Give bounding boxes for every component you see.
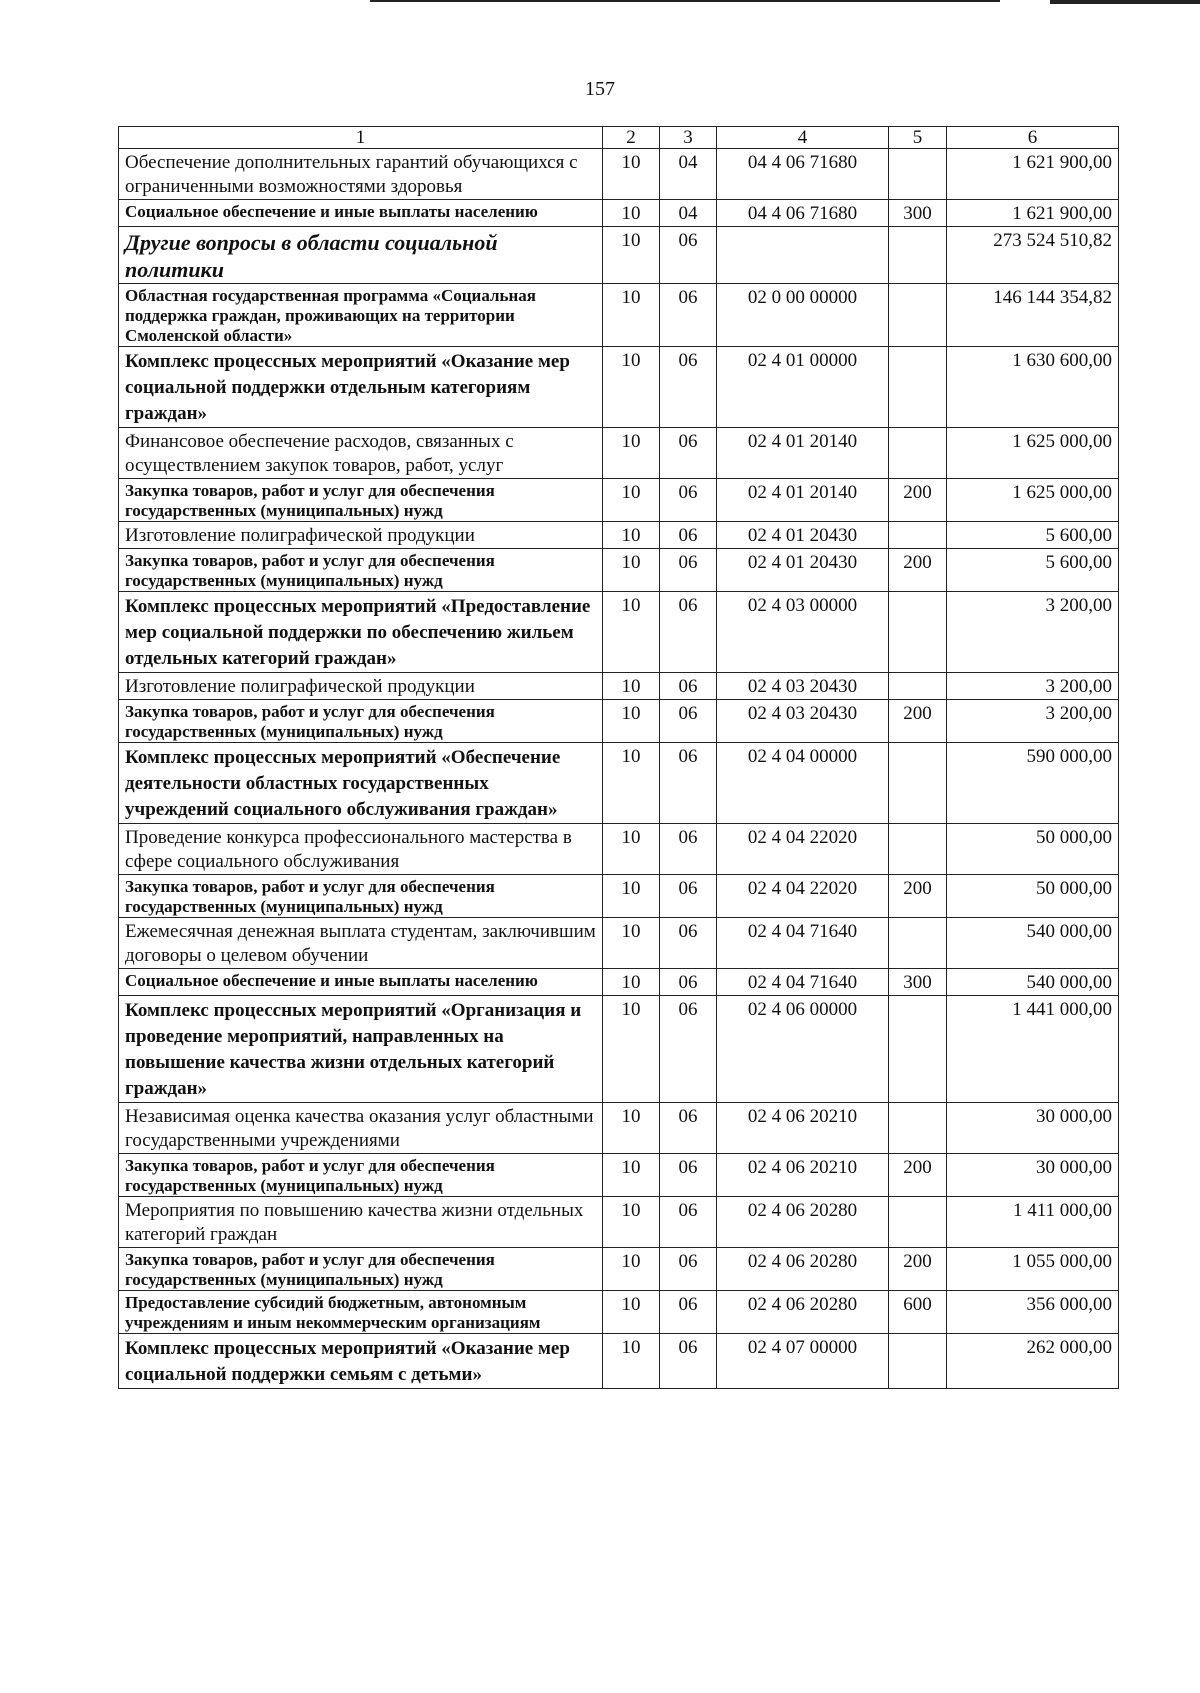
row-target-code-cell: 02 4 06 20280: [717, 1291, 889, 1334]
row-section-cell: 10: [603, 1291, 660, 1334]
row-target-code-cell: 02 4 01 20140: [717, 428, 889, 479]
row-target-code-cell: 02 4 03 20430: [717, 700, 889, 743]
scan-artifact-mark: [1050, 0, 1200, 4]
row-name-cell: Мероприятия по повышению качества жизни отдельных категорий граждан: [119, 1197, 603, 1248]
row-expense-type-cell: [889, 918, 947, 969]
header-cell-3: 3: [660, 127, 717, 149]
row-amount-cell: 5 600,00: [947, 549, 1119, 592]
table-row: [119, 149, 1119, 200]
row-expense-type-cell: 200: [889, 549, 947, 592]
row-subsection-cell: 04: [660, 200, 717, 227]
row-name-cell: Закупка товаров, работ и услуг для обеспечения государственных (муниципальных) нужд: [119, 549, 603, 592]
row-target-code-cell: 02 0 00 00000: [717, 284, 889, 347]
row-expense-type-cell: [889, 284, 947, 347]
row-section-cell: 10: [603, 347, 660, 428]
row-amount-cell: 3 200,00: [947, 700, 1119, 743]
row-amount-cell: 1 441 000,00: [947, 996, 1119, 1103]
row-target-code-cell: 04 4 06 71680: [717, 200, 889, 227]
row-name-cell: Закупка товаров, работ и услуг для обеспечения государственных (муниципальных) нужд: [119, 1154, 603, 1197]
row-section-cell: 10: [603, 875, 660, 918]
row-target-code-cell: 02 4 06 20280: [717, 1197, 889, 1248]
row-section-cell: 10: [603, 549, 660, 592]
row-target-code-cell: 02 4 06 00000: [717, 996, 889, 1103]
row-name-cell: Социальное обеспечение и иные выплаты населению: [119, 969, 603, 996]
row-amount-cell: 1 621 900,00: [947, 200, 1119, 227]
table-row: [119, 996, 1119, 1103]
row-section-cell: 10: [603, 1103, 660, 1154]
row-subsection-cell: 06: [660, 969, 717, 996]
row-subsection-cell: 06: [660, 479, 717, 522]
row-name-cell: Комплекс процессных мероприятий «Организация и проведение мероприятий, направленных на повышение качества жизни отдельных категорий граждан»: [119, 996, 603, 1103]
row-section-cell: 10: [603, 1197, 660, 1248]
row-target-code-cell: 02 4 04 71640: [717, 918, 889, 969]
row-subsection-cell: 04: [660, 149, 717, 200]
row-section-cell: 10: [603, 522, 660, 549]
row-amount-cell: 356 000,00: [947, 1291, 1119, 1334]
row-section-cell: 10: [603, 284, 660, 347]
row-amount-cell: 590 000,00: [947, 743, 1119, 824]
row-target-code-cell: 02 4 04 71640: [717, 969, 889, 996]
row-name-cell: Проведение конкурса профессионального мастерства в сфере социального обслуживания: [119, 824, 603, 875]
row-section-cell: 10: [603, 149, 660, 200]
table-header-row: [119, 127, 1119, 149]
row-section-cell: 10: [603, 428, 660, 479]
table-row: [119, 918, 1119, 969]
table-row: [119, 522, 1119, 549]
table-row: [119, 743, 1119, 824]
row-target-code-cell: 02 4 01 20430: [717, 522, 889, 549]
header-cell-5: 5: [889, 127, 947, 149]
table-row: [119, 1334, 1119, 1389]
budget-table: [118, 126, 1119, 1389]
row-name-cell: Комплекс процессных мероприятий «Обеспечение деятельности областных государственных учреждений социального обслуживания граждан»: [119, 743, 603, 824]
row-subsection-cell: 06: [660, 1103, 717, 1154]
row-subsection-cell: 06: [660, 227, 717, 284]
header-cell-4: 4: [717, 127, 889, 149]
row-name-cell: Закупка товаров, работ и услуг для обеспечения государственных (муниципальных) нужд: [119, 479, 603, 522]
row-target-code-cell: 02 4 07 00000: [717, 1334, 889, 1389]
row-subsection-cell: 06: [660, 549, 717, 592]
table-row: [119, 479, 1119, 522]
row-target-code-cell: 02 4 01 20430: [717, 549, 889, 592]
row-expense-type-cell: [889, 227, 947, 284]
row-expense-type-cell: [889, 522, 947, 549]
row-section-cell: 10: [603, 743, 660, 824]
table-row: [119, 1248, 1119, 1291]
row-target-code-cell: 02 4 06 20280: [717, 1248, 889, 1291]
row-subsection-cell: 06: [660, 673, 717, 700]
table-row: [119, 1103, 1119, 1154]
row-amount-cell: 1 625 000,00: [947, 479, 1119, 522]
row-subsection-cell: 06: [660, 700, 717, 743]
row-name-cell: Предоставление субсидий бюджетным, автономным учреждениям и иным некоммерческим организациям: [119, 1291, 603, 1334]
row-target-code-cell: 02 4 06 20210: [717, 1154, 889, 1197]
row-subsection-cell: 06: [660, 347, 717, 428]
row-amount-cell: 540 000,00: [947, 918, 1119, 969]
row-amount-cell: 146 144 354,82: [947, 284, 1119, 347]
table-row: [119, 284, 1119, 347]
row-expense-type-cell: [889, 824, 947, 875]
row-expense-type-cell: [889, 1103, 947, 1154]
row-subsection-cell: 06: [660, 1154, 717, 1197]
row-name-cell: Финансовое обеспечение расходов, связанных с осуществлением закупок товаров, работ, услуг: [119, 428, 603, 479]
table-row: [119, 227, 1119, 284]
row-section-cell: 10: [603, 969, 660, 996]
row-amount-cell: 1 411 000,00: [947, 1197, 1119, 1248]
row-amount-cell: 5 600,00: [947, 522, 1119, 549]
table-row: [119, 347, 1119, 428]
row-subsection-cell: 06: [660, 284, 717, 347]
row-target-code-cell: 02 4 01 20140: [717, 479, 889, 522]
row-amount-cell: 50 000,00: [947, 824, 1119, 875]
row-expense-type-cell: 300: [889, 200, 947, 227]
row-expense-type-cell: [889, 428, 947, 479]
row-amount-cell: 50 000,00: [947, 875, 1119, 918]
row-expense-type-cell: 200: [889, 1248, 947, 1291]
row-expense-type-cell: [889, 673, 947, 700]
row-subsection-cell: 06: [660, 918, 717, 969]
row-target-code-cell: 02 4 01 00000: [717, 347, 889, 428]
row-name-cell: Ежемесячная денежная выплата студентам, заключившим договоры о целевом обучении: [119, 918, 603, 969]
row-expense-type-cell: [889, 1197, 947, 1248]
row-expense-type-cell: 600: [889, 1291, 947, 1334]
table-body: [119, 149, 1119, 1389]
row-section-cell: 10: [603, 824, 660, 875]
row-expense-type-cell: [889, 149, 947, 200]
row-expense-type-cell: [889, 743, 947, 824]
row-name-cell: Закупка товаров, работ и услуг для обеспечения государственных (муниципальных) нужд: [119, 1248, 603, 1291]
row-expense-type-cell: 200: [889, 700, 947, 743]
row-target-code-cell: 02 4 04 00000: [717, 743, 889, 824]
row-target-code-cell: 02 4 03 20430: [717, 673, 889, 700]
row-expense-type-cell: [889, 592, 947, 673]
row-name-cell: Областная государственная программа «Социальная поддержка граждан, проживающих на территории Смоленской области»: [119, 284, 603, 347]
header-cell-2: 2: [603, 127, 660, 149]
row-amount-cell: 30 000,00: [947, 1103, 1119, 1154]
row-section-cell: 10: [603, 479, 660, 522]
row-amount-cell: 3 200,00: [947, 592, 1119, 673]
row-expense-type-cell: 200: [889, 1154, 947, 1197]
row-section-cell: 10: [603, 1154, 660, 1197]
row-subsection-cell: 06: [660, 824, 717, 875]
row-expense-type-cell: 200: [889, 875, 947, 918]
row-name-cell: Изготовление полиграфической продукции: [119, 673, 603, 700]
page-number: 157: [585, 78, 615, 100]
row-section-cell: 10: [603, 227, 660, 284]
row-subsection-cell: 06: [660, 1197, 717, 1248]
table-row: [119, 1197, 1119, 1248]
row-amount-cell: 3 200,00: [947, 673, 1119, 700]
row-expense-type-cell: [889, 1334, 947, 1389]
row-name-cell: Комплекс процессных мероприятий «Предоставление мер социальной поддержки по обеспечению жильем отдельных категорий граждан»: [119, 592, 603, 673]
row-expense-type-cell: [889, 347, 947, 428]
table-row: [119, 549, 1119, 592]
row-name-cell: Закупка товаров, работ и услуг для обеспечения государственных (муниципальных) нужд: [119, 875, 603, 918]
row-amount-cell: 1 625 000,00: [947, 428, 1119, 479]
row-subsection-cell: 06: [660, 1291, 717, 1334]
row-section-cell: 10: [603, 592, 660, 673]
row-subsection-cell: 06: [660, 996, 717, 1103]
table-row: [119, 824, 1119, 875]
row-name-cell: Независимая оценка качества оказания услуг областными государственными учреждениями: [119, 1103, 603, 1154]
row-name-cell: Другие вопросы в области социальной политики: [119, 227, 603, 284]
row-expense-type-cell: [889, 996, 947, 1103]
row-amount-cell: 1 630 600,00: [947, 347, 1119, 428]
row-section-cell: 10: [603, 700, 660, 743]
table-row: [119, 700, 1119, 743]
row-amount-cell: 273 524 510,82: [947, 227, 1119, 284]
table-row: [119, 1291, 1119, 1334]
header-cell-6: 6: [947, 127, 1119, 149]
row-subsection-cell: 06: [660, 1334, 717, 1389]
row-amount-cell: 30 000,00: [947, 1154, 1119, 1197]
row-amount-cell: 1 055 000,00: [947, 1248, 1119, 1291]
row-name-cell: Обеспечение дополнительных гарантий обучающихся с ограниченными возможностями здоровья: [119, 149, 603, 200]
row-name-cell: Комплекс процессных мероприятий «Оказание мер социальной поддержки семьям с детьми»: [119, 1334, 603, 1389]
row-subsection-cell: 06: [660, 522, 717, 549]
header-cell-1: 1: [119, 127, 603, 149]
row-amount-cell: 262 000,00: [947, 1334, 1119, 1389]
table-row: [119, 969, 1119, 996]
row-section-cell: 10: [603, 918, 660, 969]
row-expense-type-cell: 300: [889, 969, 947, 996]
row-name-cell: Изготовление полиграфической продукции: [119, 522, 603, 549]
table-row: [119, 1154, 1119, 1197]
row-target-code-cell: 02 4 04 22020: [717, 875, 889, 918]
row-expense-type-cell: 200: [889, 479, 947, 522]
row-name-cell: Комплекс процессных мероприятий «Оказание мер социальной поддержки отдельным категориям граждан»: [119, 347, 603, 428]
row-target-code-cell: 04 4 06 71680: [717, 149, 889, 200]
row-target-code-cell: 02 4 03 00000: [717, 592, 889, 673]
row-subsection-cell: 06: [660, 743, 717, 824]
row-subsection-cell: 06: [660, 428, 717, 479]
row-target-code-cell: 02 4 04 22020: [717, 824, 889, 875]
row-section-cell: 10: [603, 1248, 660, 1291]
row-section-cell: 10: [603, 996, 660, 1103]
row-section-cell: 10: [603, 1334, 660, 1389]
row-amount-cell: 1 621 900,00: [947, 149, 1119, 200]
row-subsection-cell: 06: [660, 592, 717, 673]
row-subsection-cell: 06: [660, 1248, 717, 1291]
row-section-cell: 10: [603, 673, 660, 700]
row-subsection-cell: 06: [660, 875, 717, 918]
row-target-code-cell: [717, 227, 889, 284]
row-name-cell: Социальное обеспечение и иные выплаты населению: [119, 200, 603, 227]
table-row: [119, 592, 1119, 673]
table-row: [119, 673, 1119, 700]
row-target-code-cell: 02 4 06 20210: [717, 1103, 889, 1154]
row-section-cell: 10: [603, 200, 660, 227]
table-row: [119, 875, 1119, 918]
row-name-cell: Закупка товаров, работ и услуг для обеспечения государственных (муниципальных) нужд: [119, 700, 603, 743]
scan-artifact-line: [370, 0, 1000, 2]
table-row: [119, 200, 1119, 227]
table-row: [119, 428, 1119, 479]
row-amount-cell: 540 000,00: [947, 969, 1119, 996]
